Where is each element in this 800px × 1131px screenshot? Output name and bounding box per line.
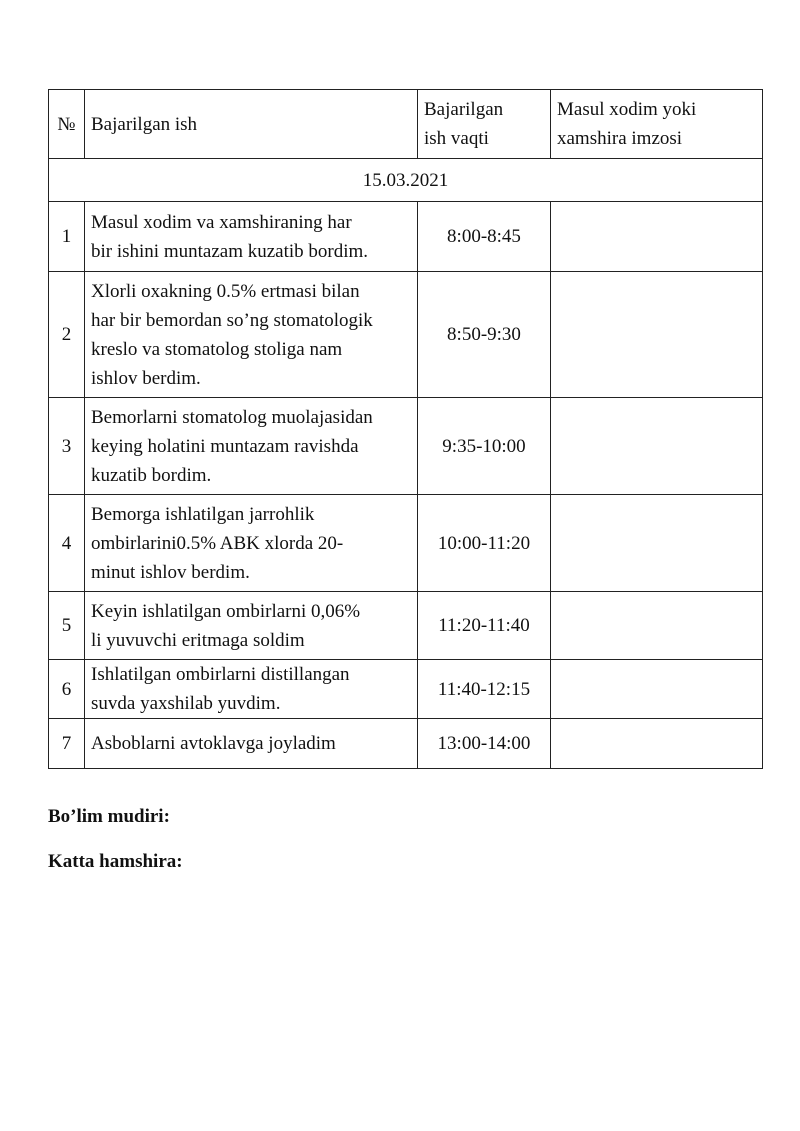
header-time-line2: ish vaqti	[424, 128, 489, 149]
row-time: 8:00-8:45	[418, 202, 551, 272]
row-number: 6	[49, 660, 85, 719]
table-row	[49, 719, 763, 769]
row-work-line: kuzatib bordim.	[91, 464, 212, 486]
row-signature	[551, 495, 763, 592]
row-number: 1	[49, 202, 85, 272]
row-work	[85, 202, 418, 272]
row-work-line: Asboblarni avtoklavga joyladim	[91, 733, 336, 754]
row-work-line: li yuvuvchi eritmaga soldim	[91, 629, 305, 651]
header-signature-line1: Masul xodim yoki	[557, 99, 697, 120]
head-of-department-label: Bo’lim mudiri:	[48, 806, 170, 827]
row-signature	[551, 272, 763, 398]
row-work-line: bir ishini muntazam kuzatib bordim.	[91, 240, 369, 262]
row-work-line: Bemorlarni stomatolog muolajasidan	[91, 406, 373, 428]
row-time: 11:40-12:15	[418, 660, 551, 719]
row-time: 9:35-10:00	[418, 398, 551, 495]
row-work-line: suvda yaxshilab yuvdim.	[91, 693, 281, 714]
row-work-line: ombirlarini0.5% ABK xlorda 20-	[91, 532, 344, 554]
row-time: 8:50-9:30	[418, 272, 551, 398]
table-row	[49, 592, 763, 660]
date-cell: 15.03.2021	[49, 159, 763, 202]
row-signature	[551, 398, 763, 495]
row-work-line: Bemorga ishlatilgan jarrohlik	[91, 503, 315, 525]
row-time: 11:20-11:40	[418, 592, 551, 660]
header-work: Bajarilgan ish	[85, 90, 418, 159]
row-signature	[551, 202, 763, 272]
row-work	[85, 719, 418, 769]
row-number: 4	[49, 495, 85, 592]
row-number: 5	[49, 592, 85, 660]
table-row	[49, 660, 763, 719]
head-nurse-label: Katta hamshira:	[48, 851, 183, 872]
table-row	[49, 202, 763, 272]
work-log-table	[48, 89, 763, 769]
row-signature	[551, 719, 763, 769]
row-number: 2	[49, 272, 85, 398]
row-work-line: Xlorli oxakning 0.5% ertmasi bilan	[91, 280, 360, 302]
row-work-line: kreslo va stomatolog stoliga nam	[91, 338, 343, 360]
row-work	[85, 495, 418, 592]
table-row	[49, 495, 763, 592]
row-work	[85, 660, 418, 719]
header-number: №	[49, 90, 85, 159]
row-signature	[551, 660, 763, 719]
row-time: 10:00-11:20	[418, 495, 551, 592]
row-time: 13:00-14:00	[418, 719, 551, 769]
row-work-line: minut ishlov berdim.	[91, 561, 250, 583]
row-number: 7	[49, 719, 85, 769]
header-signature	[551, 90, 763, 159]
row-work-line: ishlov berdim.	[91, 367, 201, 389]
header-row	[49, 90, 763, 159]
row-work	[85, 592, 418, 660]
row-number: 3	[49, 398, 85, 495]
row-work-line: Keyin ishlatilgan ombirlarni 0,06%	[91, 600, 361, 622]
row-work	[85, 398, 418, 495]
row-work-line: Masul xodim va xamshiraning har	[91, 211, 352, 233]
table-row	[49, 398, 763, 495]
row-signature	[551, 592, 763, 660]
header-time	[418, 90, 551, 159]
row-work-line: Ishlatilgan ombirlarni distillangan	[91, 664, 350, 685]
table-row	[49, 272, 763, 398]
date-row	[49, 159, 763, 202]
header-time-line1: Bajarilgan	[424, 99, 504, 120]
header-signature-line2: xamshira imzosi	[557, 128, 683, 149]
row-work	[85, 272, 418, 398]
row-work-line: har bir bemordan so’ng stomatologik	[91, 309, 373, 331]
row-work-line: keying holatini muntazam ravishda	[91, 435, 359, 457]
